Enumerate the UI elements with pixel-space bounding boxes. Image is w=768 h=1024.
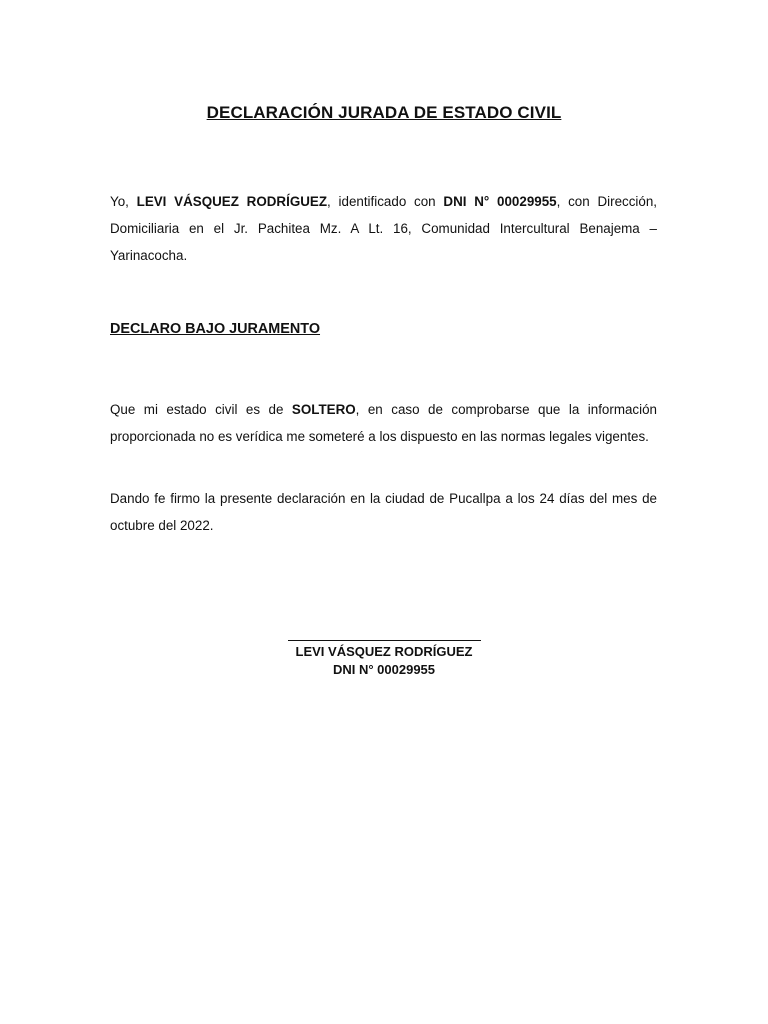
statement-suffix: , en caso de comprobarse que la información proporcionada no es verídica me someteré a los dispuesto en las normas legales vigentes. <box>110 402 657 444</box>
signature-line <box>288 626 481 641</box>
declarant-dni: DNI N° 00029955 <box>443 194 557 209</box>
intro-prefix: Yo, <box>110 194 137 209</box>
intro-paragraph <box>110 189 657 269</box>
intro-mid: , identificado con <box>327 194 444 209</box>
intro-address: , con Dirección, Domiciliaria en el Jr. Pachitea Mz. A Lt. 16, Comunidad Intercultural Benajema – Yarinacocha. <box>110 194 658 263</box>
signature-name: LEVI VÁSQUEZ RODRÍGUEZ <box>295 644 473 659</box>
signature-block <box>0 626 768 679</box>
statement-prefix: Que mi estado civil es de <box>110 402 292 417</box>
statement-paragraph <box>110 397 657 451</box>
closing-paragraph: Dando fe firmo la presente declaración en la ciudad de Pucallpa a los 24 días del mes de octubre del 2022. <box>110 491 657 533</box>
section-heading: DECLARO BAJO JURAMENTO <box>110 321 321 337</box>
signature-dni: DNI N° 00029955 <box>332 662 436 677</box>
declarant-name: LEVI VÁSQUEZ RODRÍGUEZ <box>136 194 328 209</box>
document-title: DECLARACIÓN JURADA DE ESTADO CIVIL <box>206 103 562 122</box>
civil-status: SOLTERO <box>291 402 356 417</box>
